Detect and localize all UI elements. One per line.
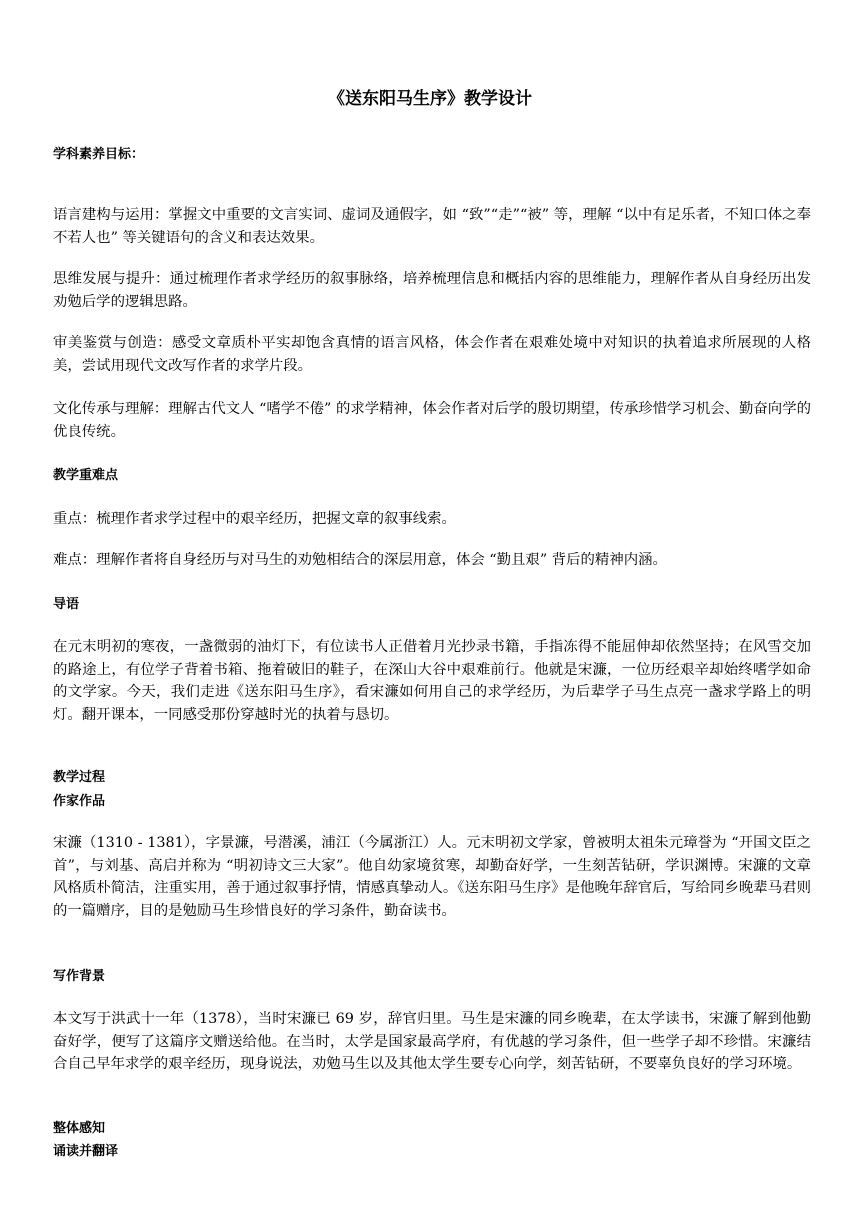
- objective-aesthetic: 审美鉴赏与创造：感受文章质朴平实却饱含真情的语言风格，体会作者在艰难处境中对知识的执着追求所展现的人格美，尝试用现代文改写作者的求学片段。: [53, 335, 811, 374]
- objective-culture: 文化传承与理解：理解古代文人 “嗜学不倦” 的求学精神，体会作者对后学的殷切期望，传承珍惜学习机会、勤奋向学的优良传统。: [53, 401, 811, 440]
- key-point-focus: 重点：梳理作者求学过程中的艰辛经历，把握文章的叙事线索。: [53, 511, 456, 527]
- objective-thinking: 思维发展与提升：通过梳理作者求学经历的叙事脉络，培养梳理信息和概括内容的思维能力，理解作者从自身经历出发劝勉后学的逻辑思路。: [53, 271, 811, 310]
- intro-text: 在元末明初的寒夜，一盏微弱的油灯下，有位读书人正借着月光抄录书籍，手指冻得不能屈伸却依然坚持；在风雪交加的路途上，有位学子背着书箱、拖着破旧的鞋子，在深山大谷中艰难前行。他就是宋濂，一位历经艰辛却始终嗜学如命的文学家。今天，我们走进《送东阳马生序》，看宋濂如何用自己的求学经历，为后辈学子马生点亮一盏求学路上的明灯。翻开课本，一同感受那份穿越时光的执着与恳切。: [53, 639, 811, 723]
- document-title: 《送东阳马生序》教学设计: [328, 89, 532, 109]
- process-heading: 教学过程: [53, 770, 106, 785]
- key-points-heading: 教学重难点: [53, 468, 119, 483]
- overall-subheading: 诵读并翻译: [53, 1144, 119, 1159]
- author-text: 宋濂（1310 - 1381），字景濂，号潜溪，浦江（今属浙江）人。元末明初文学家，曾被明太祖朱元璋誉为 “开国文臣之首”，与刘基、高启并称为 “明初诗文三大家”。他自幼家境贫寒，却勤奋好学，一生刻苦钻研，学识渊博。宋濂的文章风格质朴简洁，注重实用，善于通过叙事抒情，情感真挚动人。《送东阳马生序》是他晚年辞官后，写给同乡晚辈马君则的一篇赠序，目的是勉励马生珍惜良好的学习条件，勤奋读书。: [53, 835, 811, 919]
- background-heading: 写作背景: [53, 969, 106, 984]
- overall-heading: 整体感知: [53, 1121, 106, 1136]
- background-text: 本文写于洪武十一年（1378），当时宋濂已 69 岁，辞官归里。马生是宋濂的同乡晚辈，在太学读书，宋濂了解到他勤奋好学，便写了这篇序文赠送给他。在当时，太学是国家最高学府，有优越的学习条件，但一些学子却不珍惜。宋濂结合自己早年求学的艰辛经历，现身说法，劝勉马生以及其他太学生要专心向学，刻苦钻研，不要辜负良好的学习环境。: [53, 1011, 811, 1072]
- objectives-heading: 学科素养目标：: [53, 147, 145, 162]
- objective-language: 语言建构与运用：掌握文中重要的文言实词、虚词及通假字，如 “致”“走”“被” 等，理解 “以中有足乐者，不知口体之奉不若人也” 等关键语句的含义和表达效果。: [53, 207, 811, 246]
- intro-heading: 导语: [53, 597, 80, 612]
- key-point-difficulty: 难点：理解作者将自身经历与对马生的劝勉相结合的深层用意，体会 “勤且艰” 背后的精神内涵。: [53, 552, 667, 568]
- author-heading: 作家作品: [53, 794, 106, 809]
